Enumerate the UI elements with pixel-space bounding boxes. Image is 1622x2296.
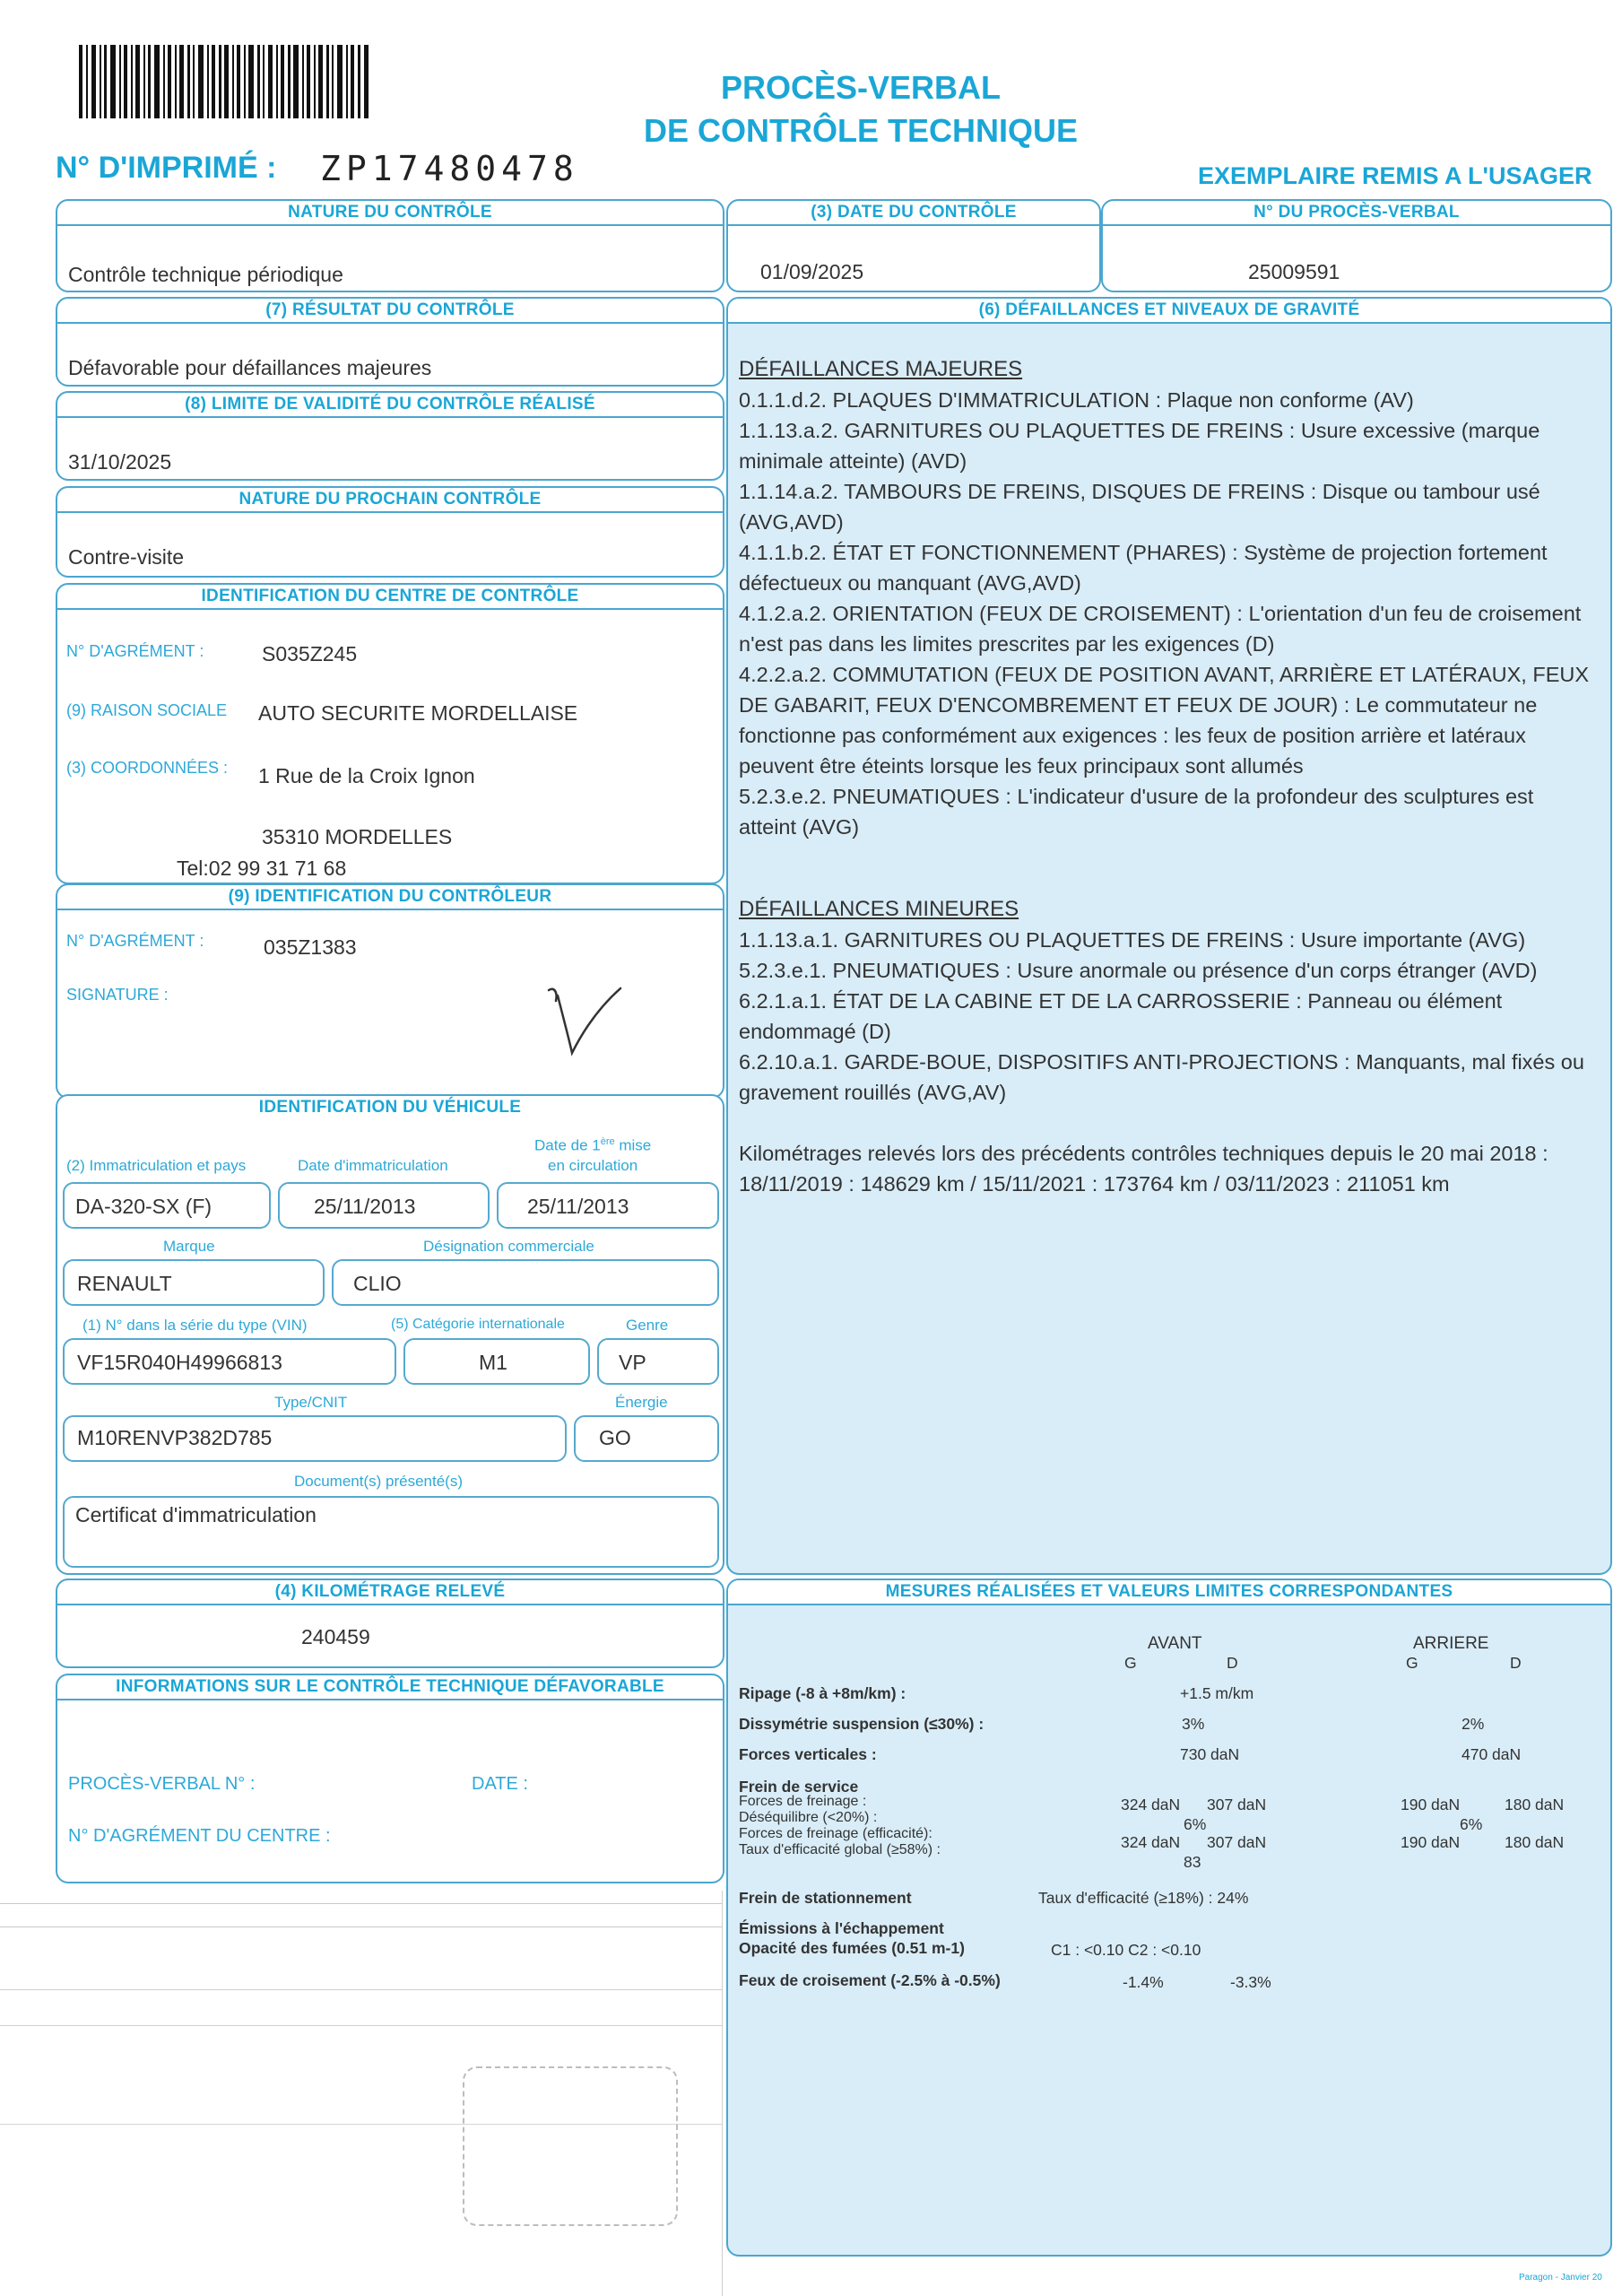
majeure-item: 0.1.1.d.2. PLAQUES D'IMMATRICULATION : Plaque non conforme (AV) (739, 388, 1414, 412)
prochain-box (56, 486, 724, 578)
desequilibre-label: Déséquilibre (<20%) : (739, 1810, 878, 1825)
pv-number-box (1101, 199, 1612, 292)
telephone: Tel:02 99 31 71 68 (177, 857, 347, 880)
designation-label: Désignation commerciale (423, 1238, 594, 1255)
stacked-pages (0, 1891, 722, 2296)
date-immat-label: Date d'immatriculation (298, 1157, 448, 1174)
ff-arriere-g: 190 daN (1401, 1796, 1461, 1813)
forces-verticales-avant: 730 daN (1180, 1745, 1240, 1763)
ff-arriere-d: 180 daN (1505, 1796, 1565, 1813)
avant-d: D (1227, 1654, 1238, 1672)
centre-agrement-label: N° D'AGRÉMENT : (66, 642, 204, 660)
designation-field: CLIO (332, 1259, 719, 1306)
raison-sociale-value: AUTO SECURITE MORDELLAISE (258, 701, 578, 725)
mineure-item: 5.2.3.e.1. PNEUMATIQUES : Usure anormale ou présence d'un corps étranger (AVD) (739, 959, 1538, 982)
marque-field: RENAULT (63, 1259, 325, 1306)
controleur-box (56, 883, 724, 1099)
kilometrage-box (56, 1578, 724, 1668)
mineures-title: DÉFAILLANCES MINEURES (739, 897, 1019, 921)
desequilibre-arriere: 6% (1460, 1815, 1483, 1833)
majeure-item: 4.1.1.b.2. ÉTAT ET FONCTIONNEMENT (PHARES) : Système de projection fortement défectueux ou manquant (AVG,AVD) (739, 541, 1548, 595)
emissions-label: Émissions à l'échappement (739, 1919, 944, 1937)
forces-freinage-label: Forces de freinage : (739, 1794, 867, 1809)
ffe-arriere-g: 190 daN (1401, 1833, 1461, 1851)
defavorable-agrement-label: N° D'AGRÉMENT DU CENTRE : (68, 1826, 331, 1846)
imprime-number: ZP17480478 (320, 149, 579, 188)
centre-agrement-value: S035Z245 (262, 642, 358, 665)
resultat-value: Défavorable pour défaillances majeures (68, 356, 432, 379)
signature-mark (531, 978, 638, 1064)
signature-label: SIGNATURE : (66, 986, 169, 1004)
vehicule-header: IDENTIFICATION DU VÉHICULE (258, 1098, 522, 1117)
kilometrage-header: (4) KILOMÉTRAGE RELEVÉ (57, 1580, 723, 1605)
arriere-g: G (1406, 1654, 1418, 1672)
croisement-label: Feux de croisement (-2.5% à -0.5%) (739, 1971, 1001, 1989)
resultat-box (56, 297, 724, 387)
controleur-header: (9) IDENTIFICATION DU CONTRÔLEUR (57, 885, 723, 910)
mineure-item: 6.2.1.a.1. ÉTAT DE LA CABINE ET DE LA CARROSSERIE : Panneau ou élément endommagé (D) (739, 989, 1503, 1043)
immat-field: DA-320-SX (F) (63, 1182, 271, 1229)
limite-header: (8) LIMITE DE VALIDITÉ DU CONTRÔLE RÉALISÉ (57, 393, 723, 418)
majeure-item: 4.1.2.a.2. ORIENTATION (FEUX DE CROISEMENT) : L'orientation d'un feu de croisement n'est pas dans les limites prescrites par les exigences (D) (739, 602, 1582, 656)
coordonnees-label: (3) COORDONNÉES : (66, 759, 229, 777)
nature-controle-header: NATURE DU CONTRÔLE (57, 201, 723, 226)
categorie-label: (5) Catégorie internationale (391, 1317, 565, 1332)
opacite-value: C1 : <0.10 C2 : <0.10 (1051, 1941, 1201, 1959)
majeure-item: 1.1.13.a.2. GARNITURES OU PLAQUETTES DE FREINS : Usure excessive (marque minimale atteinte) (AVD) (739, 419, 1540, 473)
dissymetrie-label: Dissymétrie suspension (≤30%) : (739, 1715, 984, 1733)
stationnement-label: Frein de stationnement (739, 1889, 912, 1907)
vin-field: VF15R040H49966813 (63, 1338, 396, 1385)
defavorable-header: INFORMATIONS SUR LE CONTRÔLE TECHNIQUE DÉFAVORABLE (57, 1675, 723, 1700)
desequilibre-avant: 6% (1184, 1815, 1207, 1833)
ripage-value: +1.5 m/km (1180, 1684, 1254, 1702)
imprime-label: N° D'IMPRIMÉ : (56, 151, 277, 185)
categorie-field: M1 (403, 1338, 590, 1385)
documents-field: Certificat d'immatriculation (63, 1496, 719, 1568)
prochain-header: NATURE DU PROCHAIN CONTRÔLE (57, 488, 723, 513)
defaillances-header: (6) DÉFAILLANCES ET NIVEAUX DE GRAVITÉ (728, 299, 1610, 324)
croisement-d: -3.3% (1230, 1973, 1271, 1991)
forces-efficacite-label: Forces de freinage (efficacité): (739, 1826, 932, 1841)
vin-label: (1) N° dans la série du type (VIN) (82, 1317, 308, 1334)
marque-label: Marque (163, 1238, 215, 1255)
defavorable-box (56, 1674, 724, 1883)
exemplaire-label: EXEMPLAIRE REMIS A L'USAGER (1198, 162, 1592, 189)
controleur-agrement-label: N° D'AGRÉMENT : (66, 932, 204, 950)
title-line-1: PROCÈS-VERBAL (720, 69, 1002, 106)
majeure-item: 1.1.14.a.2. TAMBOURS DE FREINS, DISQUES DE FREINS : Disque ou tambour usé (AVG,AVD) (739, 480, 1540, 534)
avant-g: G (1124, 1654, 1137, 1672)
envelope-window (463, 2066, 678, 2226)
date-controle-value: 01/09/2025 (760, 260, 864, 283)
centre-box (56, 583, 724, 884)
paragon-footer: Paragon - Janvier 20 (1519, 2273, 1602, 2283)
energie-field: GO (574, 1415, 719, 1462)
defavorable-date-label: DATE : (472, 1774, 528, 1794)
documents-label: Document(s) présenté(s) (294, 1473, 464, 1490)
pv-number-header: N° DU PROCÈS-VERBAL (1103, 201, 1610, 226)
ffe-avant-g: 324 daN (1121, 1833, 1181, 1851)
mineure-item: 6.2.10.a.1. GARDE-BOUE, DISPOSITIFS ANTI-PROJECTIONS : Manquants, mal fixés ou gravement rouillés (AVG,AV) (739, 1050, 1584, 1104)
arriere-d: D (1510, 1654, 1522, 1672)
ripage-label: Ripage (-8 à +8m/km) : (739, 1684, 906, 1702)
type-cnit-label: Type/CNIT (274, 1394, 348, 1411)
forces-verticales-label: Forces verticales : (739, 1745, 877, 1763)
taux-efficacite-value: 83 (1184, 1853, 1201, 1871)
genre-label: Genre (626, 1317, 669, 1334)
taux-efficacite-label: Taux d'efficacité global (≥58%) : (739, 1842, 941, 1857)
centre-header: IDENTIFICATION DU CENTRE DE CONTRÔLE (57, 585, 723, 610)
address-line-2: 35310 MORDELLES (262, 825, 453, 848)
defaillances-content (739, 345, 1592, 1199)
vehicule-box (56, 1094, 724, 1575)
croisement-g: -1.4% (1123, 1973, 1164, 1991)
mesures-box (726, 1578, 1612, 2257)
frein-service-label: Frein de service (739, 1778, 859, 1796)
opacite-label: Opacité des fumées (0.51 m-1) (739, 1939, 965, 1957)
dissymetrie-arriere: 2% (1462, 1715, 1485, 1733)
date-controle-header: (3) DATE DU CONTRÔLE (728, 201, 1099, 226)
dissymetrie-avant: 3% (1182, 1715, 1205, 1733)
date-mise-field: 25/11/2013 (497, 1182, 719, 1229)
defaillances-box (726, 297, 1612, 1575)
limite-value: 31/10/2025 (68, 450, 172, 474)
barcode (79, 45, 371, 118)
majeure-item: 5.2.3.e.2. PNEUMATIQUES : L'indicateur d'usure de la profondeur des sculptures est atteint (AVG) (739, 785, 1534, 839)
kilometrage-value: 240459 (301, 1625, 370, 1648)
genre-field: VP (597, 1338, 719, 1385)
pv-number-value: 25009591 (1248, 260, 1340, 283)
prochain-value: Contre-visite (68, 545, 185, 569)
address-line-1: 1 Rue de la Croix Ignon (258, 764, 475, 787)
immat-label: (2) Immatriculation et pays (66, 1157, 247, 1174)
ffe-arriere-d: 180 daN (1505, 1833, 1565, 1851)
forces-verticales-arriere: 470 daN (1462, 1745, 1522, 1763)
nature-controle-box (56, 199, 724, 292)
ff-avant-d: 307 daN (1207, 1796, 1267, 1813)
type-cnit-field: M10RENVP382D785 (63, 1415, 567, 1462)
date-controle-box (726, 199, 1101, 292)
mesures-header: MESURES RÉALISÉES ET VALEURS LIMITES CORRESPONDANTES (728, 1580, 1610, 1605)
date-immat-field: 25/11/2013 (278, 1182, 490, 1229)
arriere-header: ARRIERE (1413, 1634, 1489, 1653)
raison-sociale-label: (9) RAISON SOCIALE (66, 701, 228, 719)
ff-avant-g: 324 daN (1121, 1796, 1181, 1813)
resultat-header: (7) RÉSULTAT DU CONTRÔLE (57, 299, 723, 324)
avant-header: AVANT (1148, 1634, 1202, 1653)
mineure-item: 1.1.13.a.1. GARNITURES OU PLAQUETTES DE FREINS : Usure importante (AVG) (739, 928, 1526, 952)
majeure-item: 4.2.2.a.2. COMMUTATION (FEUX DE POSITION AVANT, ARRIÈRE ET LATÉRAUX, FEUX DE GABARIT, FEUX D'ENCOMBREMENT ET FEUX DE JOUR) : Le commutateur ne fonctionne pas conformément aux exigences : les feux de position arrière et latéraux peuvent être éteints lorsque les feux principaux sont allumés (739, 663, 1590, 778)
date-mise-label: Date de 1ère mise en circulation (534, 1136, 652, 1174)
stationnement-value: Taux d'efficacité (≥18%) : 24% (1038, 1889, 1249, 1907)
ffe-avant-d: 307 daN (1207, 1833, 1267, 1851)
majeures-title: DÉFAILLANCES MAJEURES (739, 357, 1023, 381)
limite-box (56, 391, 724, 481)
kilometrages-note: Kilométrages relevés lors des précédents contrôles techniques depuis le 20 mai 2018 : 18/11/2019 : 148629 km / 15/11/2021 : 173764 km / 03/11/2023 : 211051 km (739, 1142, 1548, 1196)
controleur-agrement-value: 035Z1383 (264, 935, 357, 959)
title-line-2: DE CONTRÔLE TECHNIQUE (643, 112, 1078, 149)
nature-controle-value: Contrôle technique périodique (68, 263, 343, 286)
document-title (628, 66, 1094, 152)
defavorable-pv-label: PROCÈS-VERBAL N° : (68, 1774, 256, 1794)
energie-label: Énergie (615, 1394, 668, 1411)
